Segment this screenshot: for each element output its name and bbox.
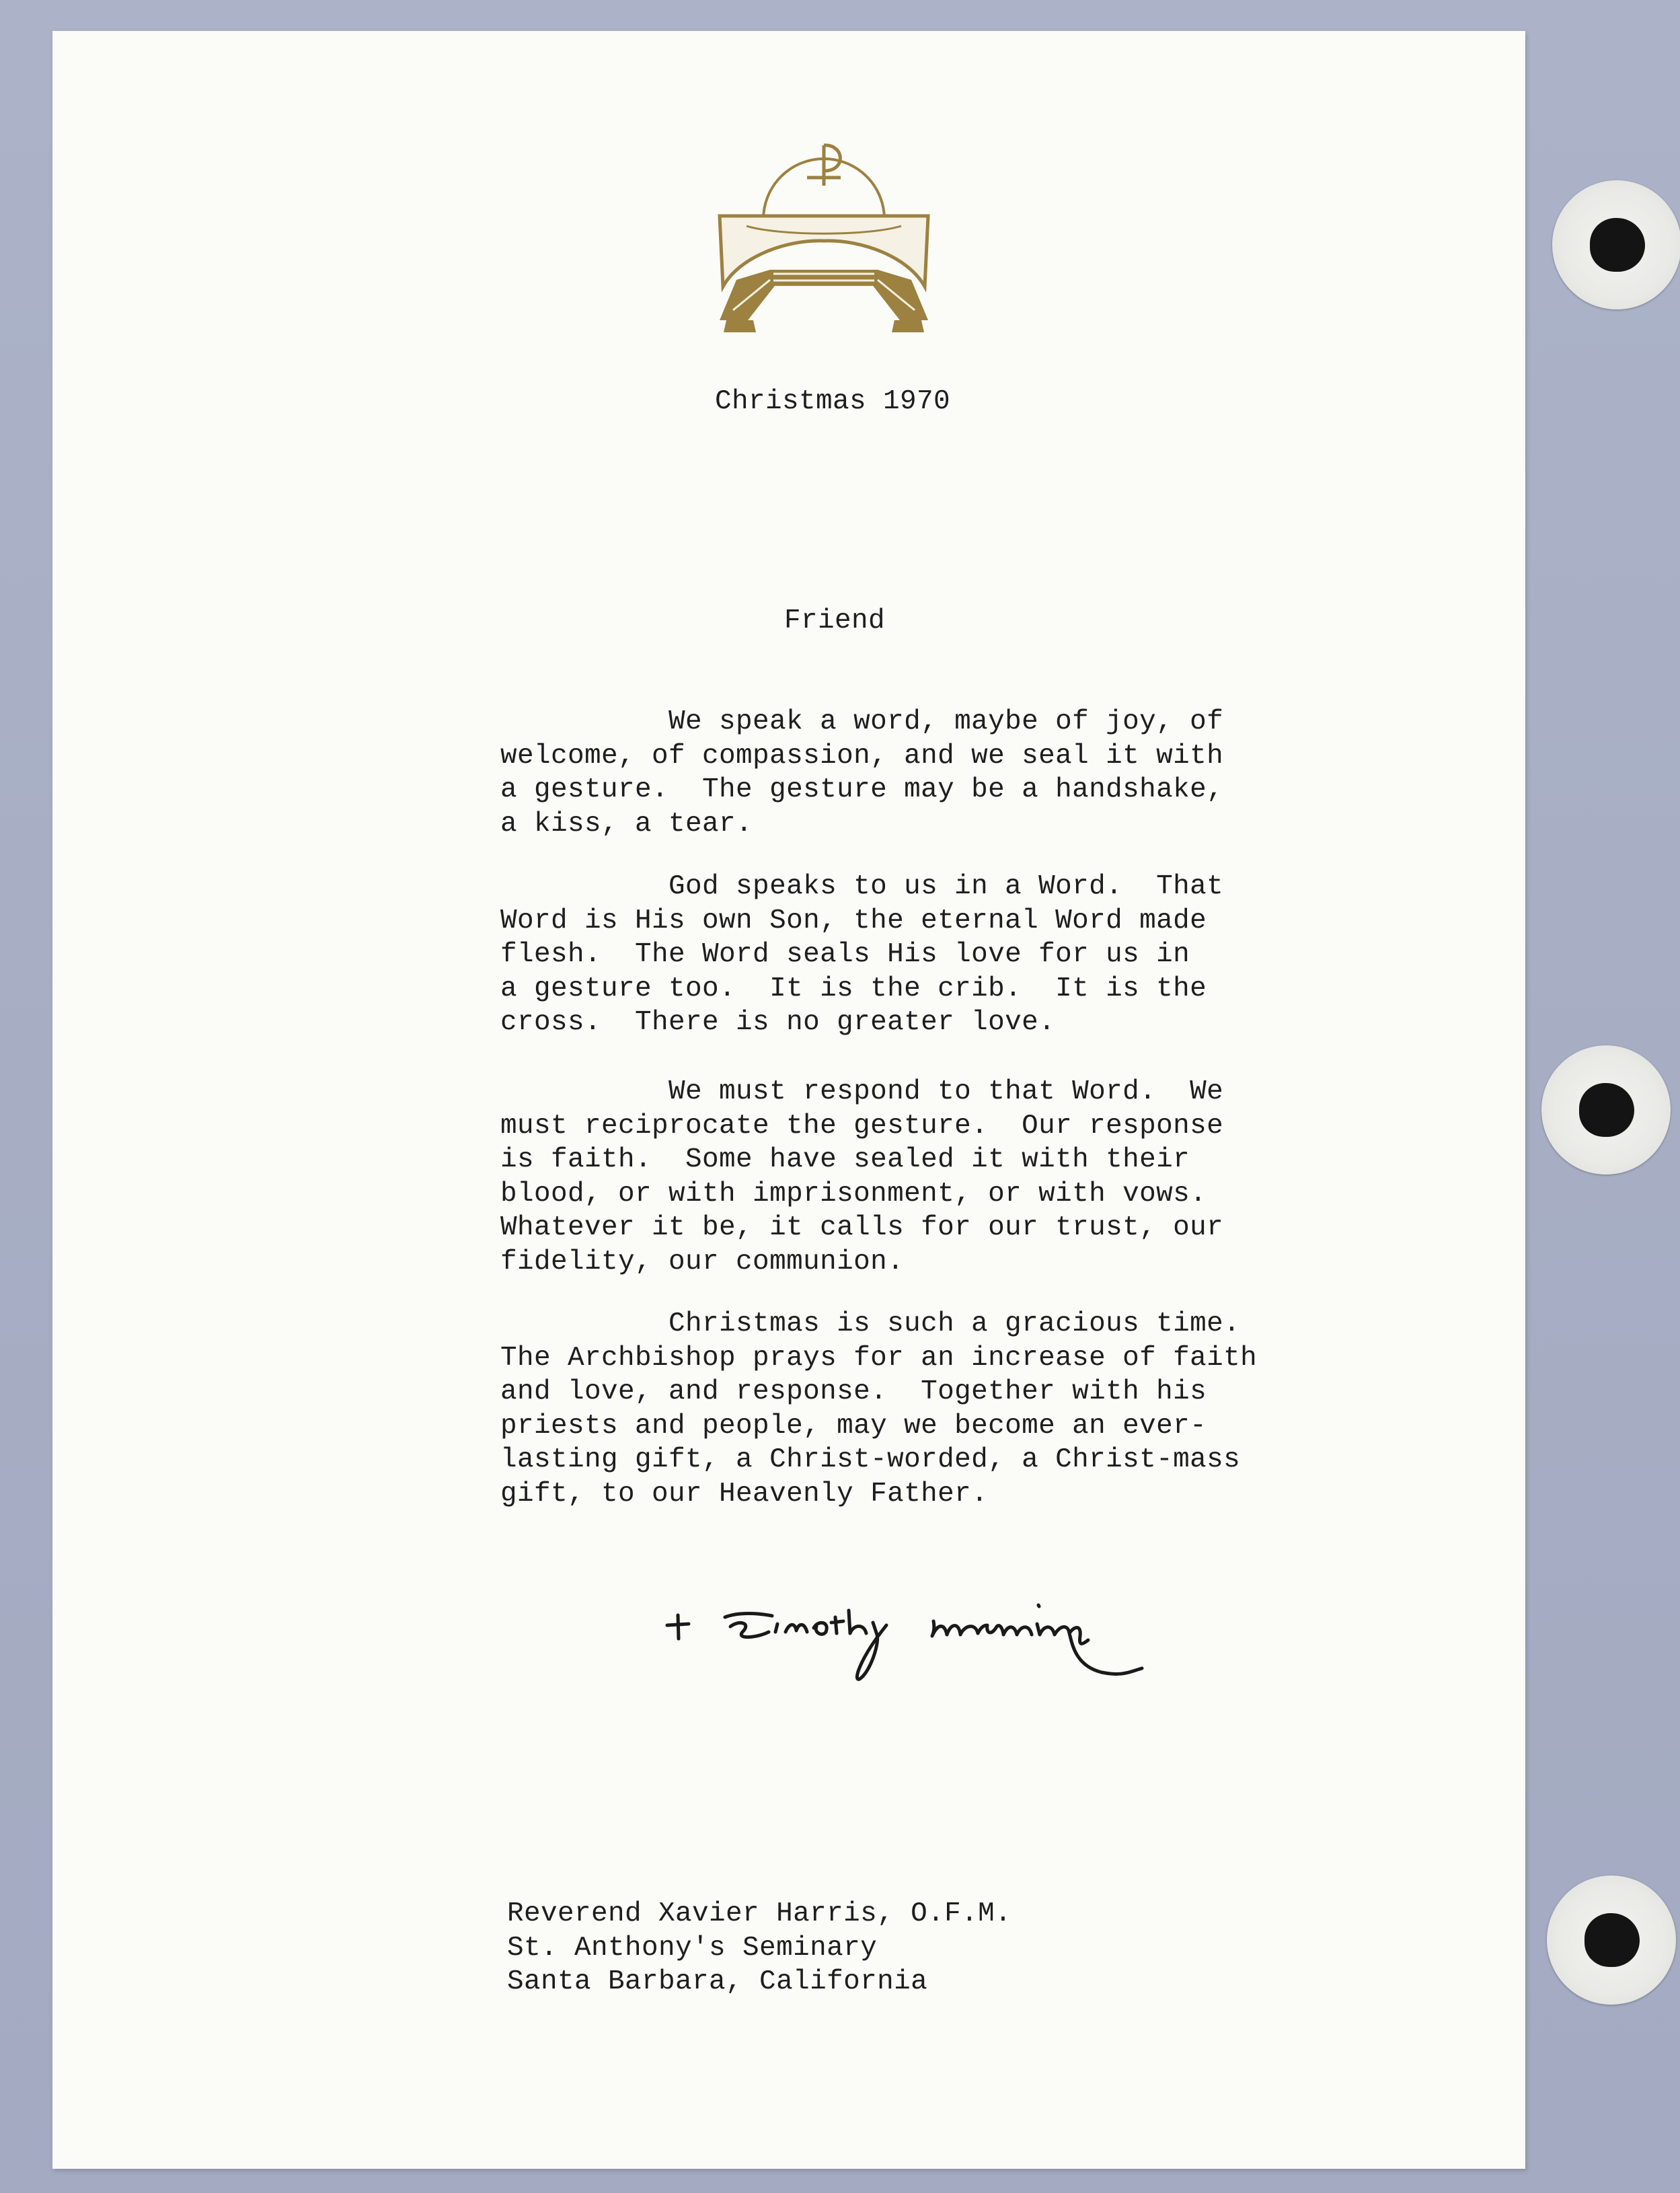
address-line-3: Santa Barbara, California [507, 1966, 928, 1997]
salutation: Friend [784, 605, 886, 636]
address-line-2: St. Anthony's Seminary [507, 1932, 878, 1964]
address-line-1: Reverend Xavier Harris, O.F.M. [507, 1898, 1012, 1929]
binder-hole-middle [1541, 1045, 1671, 1175]
letter-page [52, 31, 1525, 2169]
paragraph-2: God speaks to us in a Word. That Word is His own Son, the eternal Word made flesh. The Word seals His love for us in a gesture too. It is the crib. It is the cross. There is no greater love. [500, 871, 1224, 1038]
chi-rho-crib-icon [706, 118, 942, 340]
paragraph-3: We must respond to that Word. We must reciprocate the gesture. Our response is faith. Some have sealed it with their blood, or with imprisonment, or with vows. Whatever it be, it calls for our trust, our fidelity, our communion. [500, 1076, 1224, 1277]
binder-hole-bottom [1547, 1875, 1676, 2005]
binder-hole-top [1552, 180, 1680, 309]
paragraph-4: Christmas is such a gracious time. The Archbishop prays for an increase of faith and love, and response. Together with his priests and people, may we become an ever- lasting gift, a Christ-worded, a Christ-mass gift, to our Heavenly Father. [500, 1308, 1258, 1510]
paragraph-1: We speak a word, maybe of joy, of welcome, of compassion, and we seal it with a gesture. The gesture may be a handshake, a kiss, a tear. [500, 706, 1224, 840]
handwritten-signature [658, 1578, 1243, 1693]
recipient-address [507, 1897, 1011, 1999]
letter-date: Christmas 1970 [715, 386, 951, 417]
